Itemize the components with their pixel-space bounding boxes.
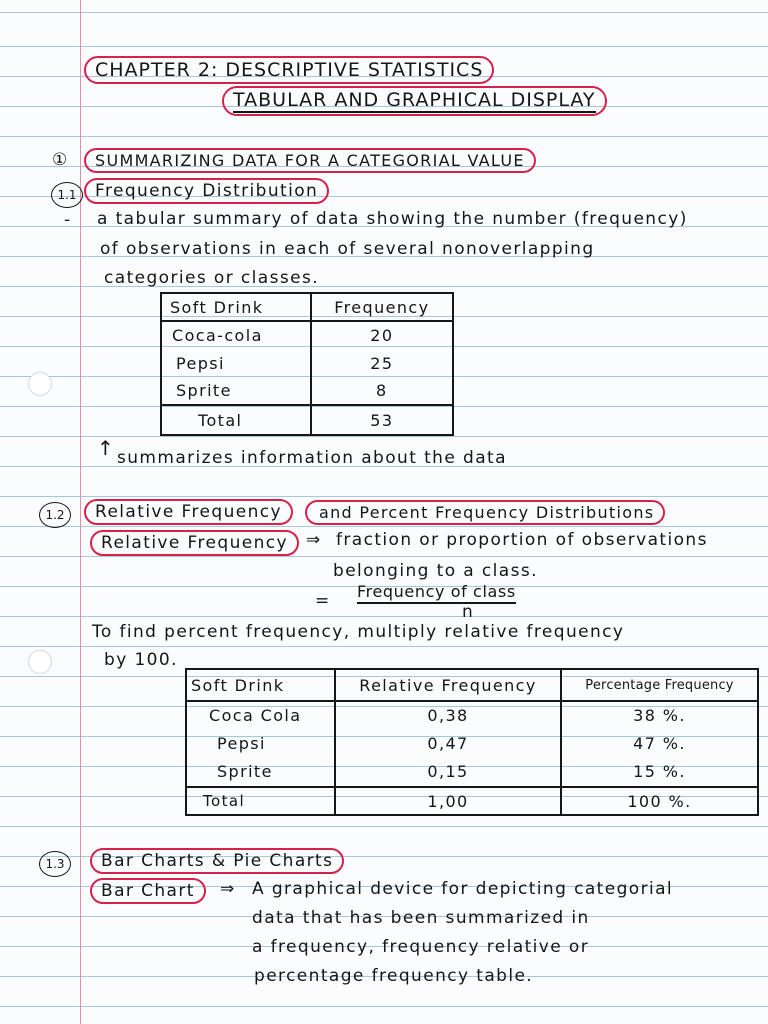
relative-frequency-definition-2: belonging to a class. <box>333 561 538 581</box>
table-note: summarizes information about the data <box>117 448 507 468</box>
table-header: Percentage Frequency <box>561 669 758 701</box>
binder-hole-top <box>28 372 52 396</box>
table-total-value: 1,00 <box>335 787 561 815</box>
table-cell: 8 <box>311 377 453 405</box>
table-cell: Pepsi <box>161 349 311 377</box>
percent-frequency-text-1: To find percent frequency, multiply relative frequency <box>92 622 625 642</box>
formula-equals: = <box>315 591 331 611</box>
subsection-number-1-3: 1.3 <box>39 851 71 877</box>
formula-numerator: Frequency of class <box>357 582 516 604</box>
definition-line-1: a tabular summary of data showing the number (frequency) <box>97 209 688 229</box>
bar-chart-definition-2: data that has been summarized in <box>252 908 590 928</box>
table-cell: Coca Cola <box>186 701 335 729</box>
binder-hole-bottom <box>28 650 52 674</box>
section-heading: SUMMARIZING DATA FOR A CATEGORIAL VALUE <box>84 148 536 173</box>
term-bar-chart: Bar Chart <box>90 878 206 904</box>
chapter-title: CHAPTER 2: DESCRIPTIVE STATISTICS <box>84 56 494 84</box>
subsection-heading-frequency-distribution: Frequency Distribution <box>84 178 329 204</box>
table-cell: 38 %. <box>633 706 686 725</box>
table-cell: 20 <box>311 321 453 349</box>
table-cell: 0,15 <box>335 757 561 787</box>
formula-denominator: n <box>462 602 475 622</box>
percent-frequency-text-2: by 100. <box>104 650 178 670</box>
table-cell: 15 %. <box>633 762 686 781</box>
up-arrow: ↑ <box>97 436 116 460</box>
dash: - <box>64 210 72 230</box>
definition-line-2: of observations in each of several nonoverlapping <box>100 239 595 259</box>
table-cell: Sprite <box>161 377 311 405</box>
section-number: ① <box>52 150 69 170</box>
relative-frequency-definition-1: fraction or proportion of observations <box>336 530 708 550</box>
table-cell: Coca-cola <box>161 321 311 349</box>
bar-chart-definition-4: percentage frequency table. <box>254 966 534 986</box>
table-header: Frequency <box>311 293 453 321</box>
subsection-heading-relative-frequency: Relative Frequency <box>84 499 293 525</box>
table-total-percent: 100 %. <box>561 787 758 815</box>
table-cell: 0,47 <box>335 729 561 757</box>
table-header: Soft Drink <box>186 669 335 701</box>
definition-line-3: categories or classes. <box>104 268 320 288</box>
table-cell: Pepsi <box>186 729 335 757</box>
frequency-table <box>160 292 454 436</box>
table-total-label: Total <box>161 405 311 435</box>
table-cell: 47 %. <box>633 733 686 753</box>
table-cell: 0,38 <box>335 701 561 729</box>
implies-arrow: ⇒ <box>306 530 322 550</box>
table-total-value: 53 <box>311 405 453 435</box>
implies-arrow: ⇒ <box>220 879 236 899</box>
relative-frequency-table <box>185 668 759 816</box>
table-header: Relative Frequency <box>335 669 561 701</box>
bar-chart-definition-1: A graphical device for depicting categorial <box>252 879 674 899</box>
chapter-subtitle: TABULAR AND GRAPHICAL DISPLAY <box>222 86 607 116</box>
table-cell: Sprite <box>186 757 335 787</box>
bar-chart-definition-3: a frequency, frequency relative or <box>252 937 590 957</box>
subsection-heading-bar-pie-charts: Bar Charts & Pie Charts <box>90 848 344 874</box>
table-total-label: Total <box>186 787 335 815</box>
table-cell: 25 <box>311 349 453 377</box>
term-relative-frequency: Relative Frequency <box>90 530 299 556</box>
subsection-number-1-1: 1.1 <box>51 182 83 208</box>
table-header: Soft Drink <box>161 293 311 321</box>
subsection-number-1-2: 1.2 <box>39 502 71 528</box>
subsection-heading-percent-frequency: and Percent Frequency Distributions <box>305 500 665 525</box>
